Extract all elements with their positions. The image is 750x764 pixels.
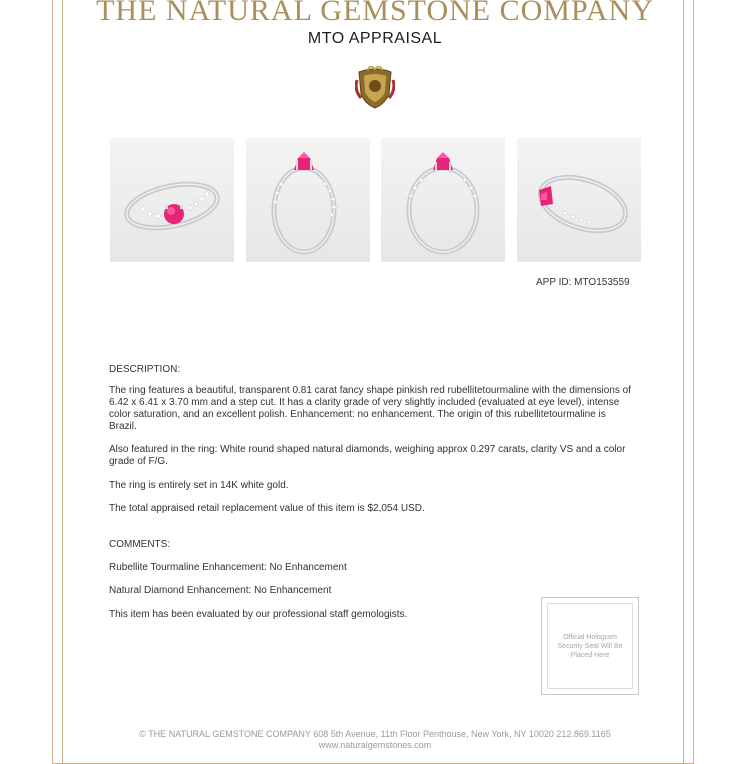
comment-evaluation: This item has been evaluated by our professional staff gemologists.: [109, 609, 408, 620]
hologram-seal-text: Official Hologram Security Seal Will Be Placed Here: [547, 603, 633, 689]
comments-label: COMMENTS:: [109, 539, 171, 550]
ring-side-view: [381, 138, 505, 262]
diamonds-paragraph: Also featured in the ring: White round shaped natural diamonds, weighing approx 0.297 carats, clarity VS and a color grade of F/G.: [109, 444, 626, 467]
comment-diamond: Natural Diamond Enhancement: No Enhancement: [109, 585, 332, 596]
footer-website: www.naturalgemstones.com: [318, 740, 432, 750]
setting-paragraph: The ring is entirely set in 14K white gold.: [109, 480, 289, 491]
footer-address: © THE NATURAL GEMSTONE COMPANY 608 5th Avenue, 11th Floor Penthouse, New York, NY 10020 212.869.1165: [139, 729, 611, 739]
ring-profile-view: [517, 138, 641, 262]
hologram-seal-box: [541, 597, 639, 695]
comment-tourmaline: Rubellite Tourmaline Enhancement: No Enhancement: [109, 562, 347, 573]
app-id: APP ID: MTO153559: [536, 277, 630, 288]
crest-icon: [355, 66, 395, 110]
ring-angled-view: [110, 138, 234, 262]
description-label: DESCRIPTION:: [109, 364, 181, 375]
ring-front-view: [246, 138, 370, 262]
company-title: THE NATURAL GEMSTONE COMPANY: [96, 0, 654, 27]
document-subtitle: MTO APPRAISAL: [307, 30, 443, 47]
description-paragraph: The ring features a beautiful, transparent 0.81 carat fancy shape pinkish red rubellitetourmaline with the dimensions of 6.42 x 6.41 x 3.70 mm and a step cut. It has a clarity grade of very slightly included (evaluated at eye level), intense color saturation, and an excellent polish. Enhancement: no enhancement. The origin of this rubellitetourmaline is Brazil.: [109, 385, 631, 432]
value-paragraph: The total appraised retail replacement value of this item is $2,054 USD.: [109, 503, 425, 514]
